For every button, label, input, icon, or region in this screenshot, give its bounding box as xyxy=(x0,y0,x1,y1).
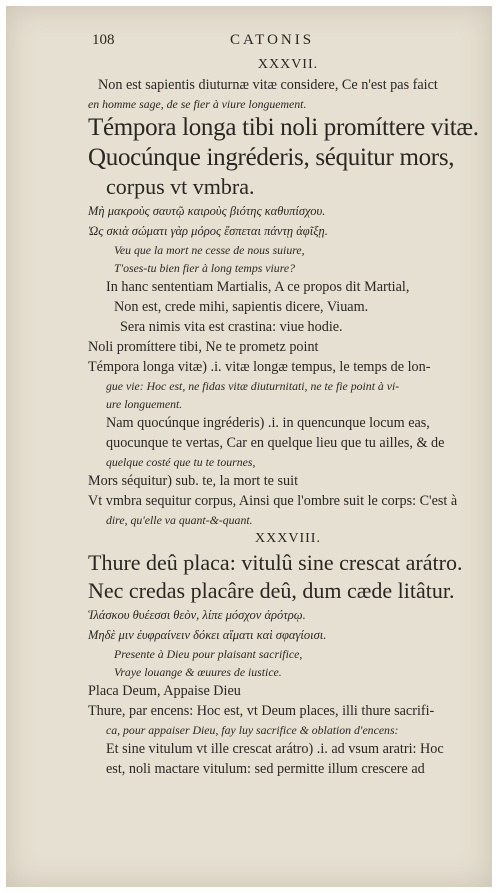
section-number-38: XXXVIII. xyxy=(255,531,321,546)
text-line: gue vie: Hoc est, ne fidas vitæ diuturnitati, ne te fie point à vi- xyxy=(106,379,400,393)
greek-line: Ὡς σκιὰ σώματι γὰρ μόρος ἕσπεται πάντῃ ἀφῖξῃ. xyxy=(88,224,328,238)
distich-line: Témpora longa tibi noli promíttere vitæ. xyxy=(88,114,479,141)
distich-line: Thure deû placa: vitulû sine crescat arátro. xyxy=(88,550,463,575)
running-title: CATONIS xyxy=(230,32,315,48)
text-line: dire, qu'elle va quant-&-quant. xyxy=(106,513,253,527)
text-line: Témpora longa vitæ) .i. vitæ longæ tempus, le temps de lon- xyxy=(88,359,431,375)
text-line: Sera nimis vita est crastina: viue hodie. xyxy=(120,319,343,335)
french-verse-line: Veu que la mort ne cesse de nous suiure, xyxy=(114,243,305,257)
text-line: Nam quocúnque ingréderis) .i. in quencunque locum eas, xyxy=(106,415,430,431)
distich-line: corpus vt vmbra. xyxy=(106,174,255,199)
text-line: Non est, crede mihi, sapientis dicere, Viuam. xyxy=(114,299,369,315)
french-verse-line: Vraye louange & œuures de iustice. xyxy=(114,665,282,679)
text-line: Placa Deum, Appaise Dieu xyxy=(88,683,241,699)
text-line: quocunque te vertas, Car en quelque lieu que tu ailles, & de xyxy=(106,435,445,451)
text-line: ca, pour appaiser Dieu, fay luy sacrifice & oblation d'encens: xyxy=(106,723,399,737)
text-line: Vt vmbra sequitur corpus, Ainsi que l'ombre suit le corps: C'est à xyxy=(88,493,458,509)
text-line: est, noli mactare vitulum: sed permitte illum crescere ad xyxy=(106,761,425,777)
greek-line: Μηδὲ μιν ἐυφραίνειν δόκει αἵματι καὶ σφαγίοισι. xyxy=(88,628,327,642)
text-line: Non est sapientis diuturnæ vitæ considere, Ce n'est pas faict xyxy=(98,77,438,93)
text-line: Noli promíttere tibi, Ne te prometz point xyxy=(88,339,319,355)
text-line: quelque costé que tu te tournes, xyxy=(106,455,256,469)
text-line: Thure, par encens: Hoc est, vt Deum places, illi thure sacrifi- xyxy=(88,703,435,719)
text-line: en homme sage, de se fier à viure longuement. xyxy=(88,97,307,111)
text-line: In hanc sententiam Martialis, A ce propos dit Martial, xyxy=(106,279,410,295)
text-line: Mors séquitur) sub. te, la mort te suit xyxy=(88,473,299,489)
text-line: ure longuement. xyxy=(106,397,183,411)
french-verse-line: Presente à Dieu pour plaisant sacrifice, xyxy=(114,647,303,661)
page-header xyxy=(0,32,500,52)
distich-line: Quocúnque ingréderis, séquitur mors, xyxy=(88,144,455,171)
text-column xyxy=(88,55,488,779)
page-number: 108 xyxy=(92,32,115,48)
distich-line: Nec credas placâre deû, dum cæde litâtur. xyxy=(88,578,455,603)
greek-line: Ἱλάσκου θυέεσσι θεὸν, λίπε μόσχον ἀρότρῳ. xyxy=(88,608,306,622)
text-line: Et sine vitulum vt ille crescat arátro) .i. ad vsum aratri: Hoc xyxy=(106,741,444,757)
french-verse-line: T'oses-tu bien fier à long temps viure? xyxy=(114,261,295,275)
section-number-37: XXXVII. xyxy=(257,57,319,72)
greek-line: Μὴ μακροὺς σαυτῷ καιροὺς βιότης καθυπίσχου. xyxy=(88,204,326,218)
